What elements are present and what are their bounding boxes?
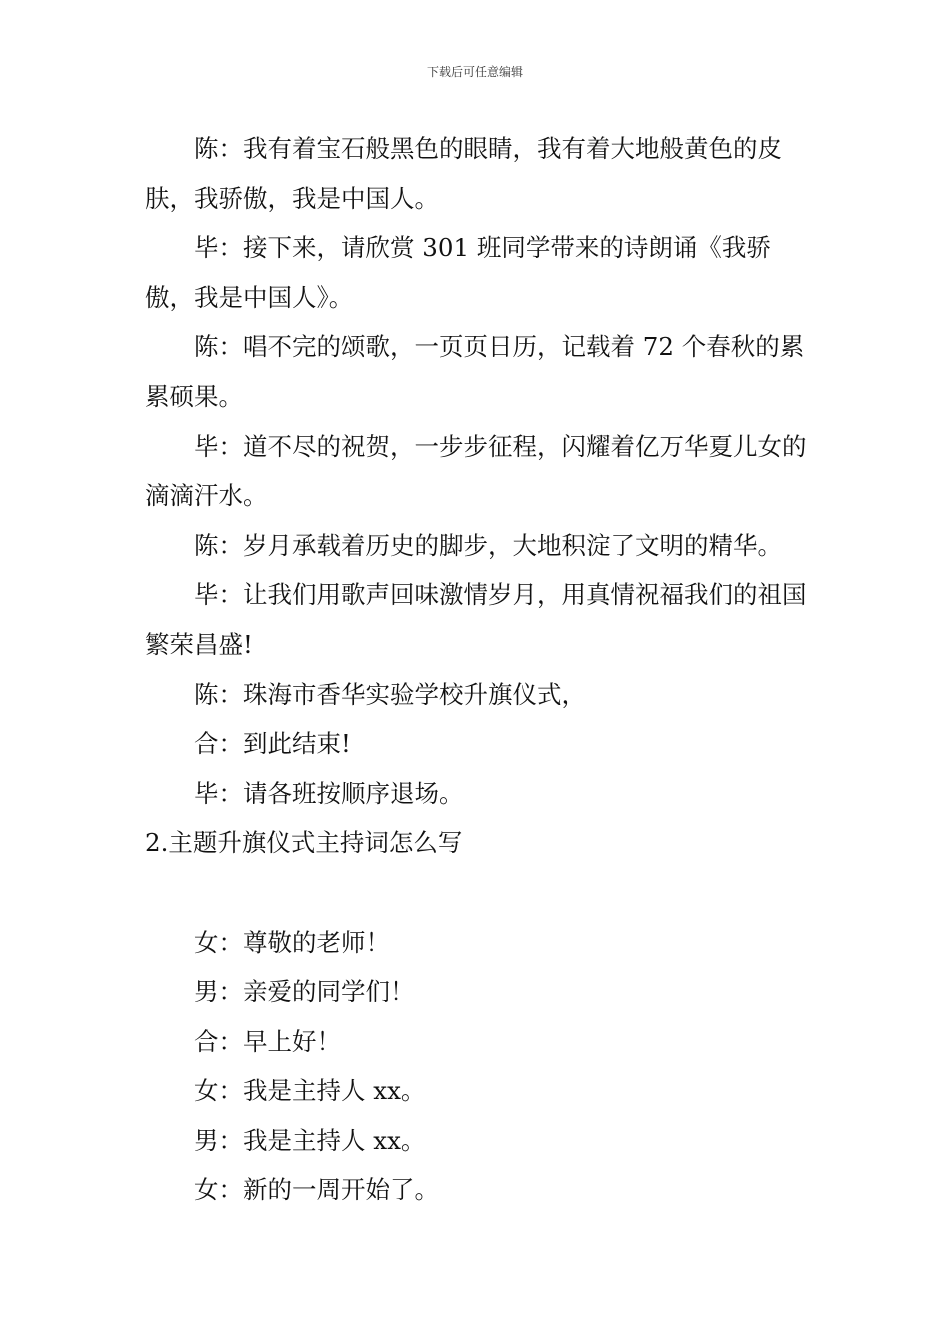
document-body — [145, 124, 810, 1215]
paragraph: 合：到此结束! — [194, 729, 351, 759]
paragraph: 毕：让我们用歌声回味激情岁月，用真情祝福我们的祖国繁荣昌盛! — [145, 580, 807, 659]
blank-line — [145, 868, 810, 918]
paragraph: 合：早上好！ — [194, 1026, 341, 1056]
paragraph: 陈：岁月承载着历史的脚步，大地积淀了文明的精华。 — [194, 530, 782, 560]
paragraph: 毕：请各班按顺序退场。 — [194, 778, 464, 808]
paragraph: 陈：我有着宝石般黑色的眼睛，我有着大地般黄色的皮肤，我骄傲，我是中国人。 — [145, 134, 782, 213]
paragraph: 毕：道不尽的祝贺，一步步征程，闪耀着亿万华夏儿女的滴滴汗水。 — [145, 431, 807, 511]
paragraph: 女：新的一周开始了。 — [194, 1175, 439, 1205]
paragraph: 女：我是主持人 xx。 — [194, 1076, 426, 1106]
paragraph: 女：尊敬的老师！ — [194, 927, 390, 957]
paragraph: 陈：唱不完的颂歌，一页页日历，记载着 72 个春秋的累累硕果。 — [145, 332, 805, 411]
paragraph: 陈：珠海市香华实验学校升旗仪式， — [194, 679, 586, 709]
paragraph: 毕：接下来，请欣赏 301 班同学带来的诗朗诵《我骄傲，我是中国人》。 — [145, 233, 771, 312]
paragraph: 男：亲爱的同学们！ — [194, 977, 415, 1007]
page-header: 下载后可任意编辑 — [426, 65, 523, 79]
paragraph: 男：我是主持人 xx。 — [194, 1125, 426, 1155]
section-heading: 2.主题升旗仪式主持词怎么写 — [145, 828, 463, 858]
